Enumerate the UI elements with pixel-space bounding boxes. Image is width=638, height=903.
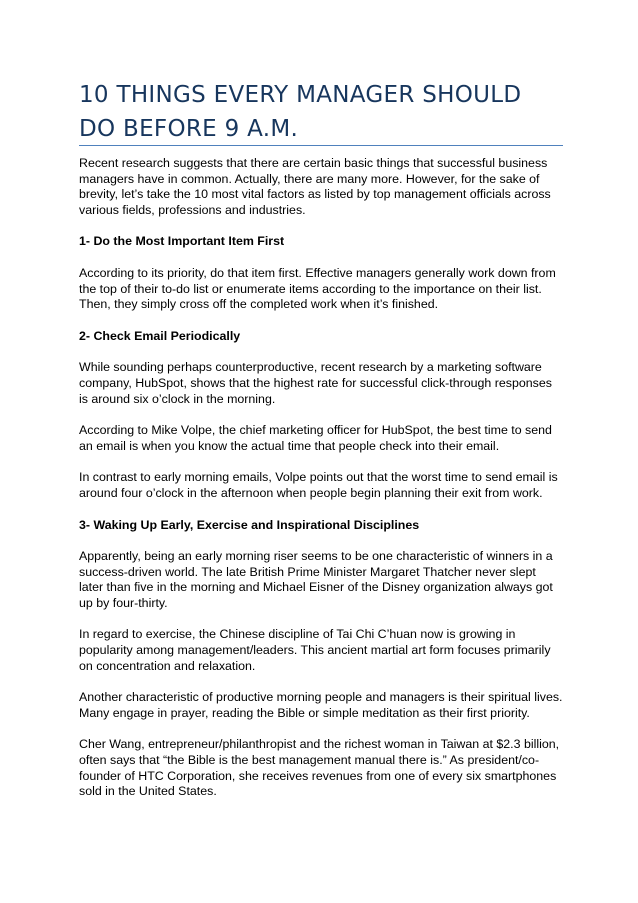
section-heading-3: 3- Waking Up Early, Exercise and Inspirational Disciplines xyxy=(79,517,420,532)
section-2-paragraph-3: In contrast to early morning emails, Volpe points out that the worst time to send email is around four o’clock in the afternoon when people begin planning their exit from work. xyxy=(79,470,558,500)
intro-paragraph: Recent research suggests that there are certain basic things that successful business managers have in common. Actually, there are many more. However, for the sake of brevity, let’s take the 10 most vital factors as listed by top management officials across various fields, professions and industries. xyxy=(79,156,551,217)
section-heading-2: 2- Check Email Periodically xyxy=(79,328,241,343)
section-2-paragraph-1: While sounding perhaps counterproductive, recent research by a marketing software company, HubSpot, shows that the highest rate for successful click-through responses is around six o’clock in the morning. xyxy=(79,360,552,406)
section-heading-1: 1- Do the Most Important Item First xyxy=(79,234,285,249)
page-title: 10 THINGS EVERY MANAGER SHOULD DO BEFORE 9 A.M. xyxy=(79,82,522,142)
title-divider xyxy=(79,145,563,146)
title-block xyxy=(79,78,563,146)
section-3-paragraph-2: In regard to exercise, the Chinese discipline of Tai Chi C’huan now is growing in popularity among management/leaders. This ancient martial art form focuses primarily on concentration and relaxation. xyxy=(79,627,551,673)
section-3-paragraph-4: Cher Wang, entrepreneur/philanthropist and the richest woman in Taiwan at $2.3 billion, often says that “the Bible is the best management manual there is.” As president/co-founder of HTC Corporation, she receives revenues from one of every six smartphones sold in the United States. xyxy=(79,737,560,799)
section-3-paragraph-1: Apparently, being an early morning riser seems to be one characteristic of winners in a success-driven world. The late British Prime Minister Margaret Thatcher never slept later than five in the morning and Michael Eisner of the Disney organization always got up by four-thirty. xyxy=(79,549,553,610)
section-3-paragraph-3: Another characteristic of productive morning people and managers is their spiritual lives. Many engage in prayer, reading the Bible or simple meditation as their first priority. xyxy=(79,690,563,720)
document-body xyxy=(79,156,563,816)
section-1-paragraph-1: According to its priority, do that item first. Effective managers generally work down from the top of their to-do list or enumerate items according to the importance on their list. Then, they simply cross off the completed work when it’s finished. xyxy=(79,265,556,312)
section-2-paragraph-2: According to Mike Volpe, the chief marketing officer for HubSpot, the best time to send an email is when you know the actual time that people check into their email. xyxy=(79,423,552,453)
